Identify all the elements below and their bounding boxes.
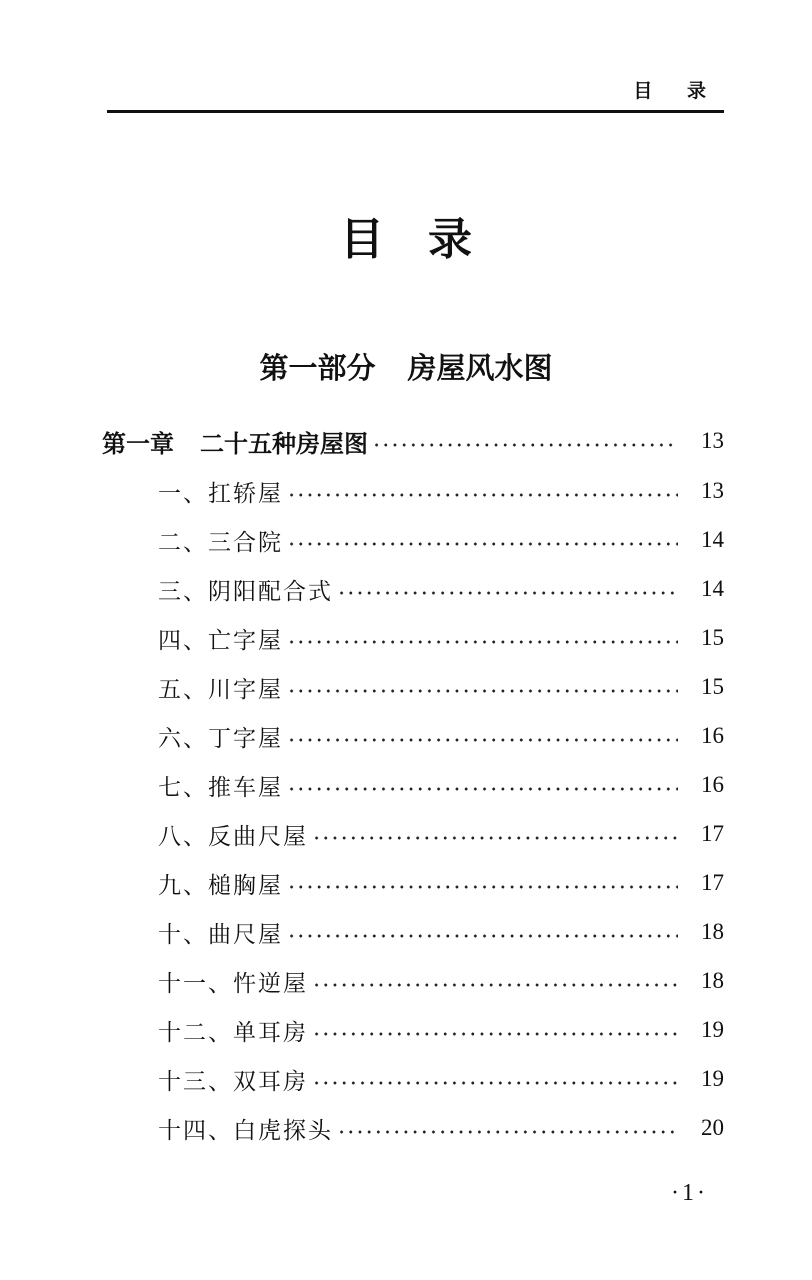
toc-entry-row[interactable] — [158, 909, 724, 955]
page-number: ·1· — [671, 1180, 708, 1206]
dot-leader — [287, 885, 678, 889]
entry-page: 15 — [701, 625, 724, 650]
toc-entry-row[interactable] — [158, 860, 724, 906]
dot-leader — [287, 542, 678, 546]
chapter-name: 二十五种房屋图 — [200, 429, 368, 458]
page-title-char-1: 目 — [340, 214, 384, 265]
dot-leader — [312, 836, 678, 840]
chapter-page: 13 — [701, 428, 724, 453]
toc-entry-row[interactable] — [158, 615, 724, 661]
dot-leader — [337, 1130, 678, 1134]
entry-label: 一、扛轿屋 — [158, 480, 283, 507]
entry-page: 14 — [701, 527, 724, 552]
part-number: 第一部分 — [259, 351, 376, 385]
entry-label: 九、槌胸屋 — [158, 872, 283, 899]
entry-page: 14 — [701, 576, 724, 601]
dot-leader — [287, 738, 678, 742]
dot-leader — [337, 591, 678, 595]
entry-label: 十四、白虎探头 — [158, 1117, 333, 1144]
entry-page: 16 — [701, 723, 724, 748]
entry-label: 七、推车屋 — [158, 774, 283, 801]
entry-label: 十、曲尺屋 — [158, 921, 283, 948]
entry-label: 十三、双耳房 — [158, 1068, 308, 1095]
dot-leader — [287, 934, 678, 938]
dot-leader — [287, 640, 678, 644]
dot-leader — [287, 689, 678, 693]
entry-label: 八、反曲尺屋 — [158, 823, 308, 850]
dot-leader — [312, 1081, 678, 1085]
entry-label: 三、阴阳配合式 — [158, 578, 333, 605]
toc-entry-row[interactable] — [158, 468, 724, 514]
toc-entry-row[interactable] — [158, 566, 724, 612]
entry-page: 18 — [701, 919, 724, 944]
entry-page: 15 — [701, 674, 724, 699]
entry-page: 13 — [701, 478, 724, 503]
part-title — [0, 344, 812, 392]
entry-page: 19 — [701, 1017, 724, 1042]
toc-entry-row[interactable] — [158, 1105, 724, 1151]
entry-label: 二、三合院 — [158, 529, 283, 556]
toc-entry-row[interactable] — [158, 517, 724, 563]
toc-chapter-row[interactable] — [102, 418, 724, 464]
entry-label: 十二、单耳房 — [158, 1019, 308, 1046]
part-name: 房屋风水图 — [407, 351, 553, 385]
entry-label: 四、亡字屋 — [158, 627, 283, 654]
header-rule — [107, 110, 724, 113]
dot-leader — [312, 983, 678, 987]
toc-entry-row[interactable] — [158, 1007, 724, 1053]
toc-entry-row[interactable] — [158, 811, 724, 857]
dot-leader — [312, 1032, 678, 1036]
entry-label: 六、丁字屋 — [158, 725, 283, 752]
dot-leader — [287, 787, 678, 791]
chapter-number: 第一章 — [102, 429, 174, 458]
toc-entry-row[interactable] — [158, 713, 724, 759]
toc-entry-row[interactable] — [158, 1056, 724, 1102]
running-header: 目 录 — [633, 80, 720, 102]
chapter-label — [102, 424, 368, 459]
entry-label: 十一、忤逆屋 — [158, 970, 308, 997]
entry-page: 17 — [701, 870, 724, 895]
toc-entry-row[interactable] — [158, 664, 724, 710]
toc-entry-row[interactable] — [158, 762, 724, 808]
page-title — [0, 210, 812, 270]
entry-page: 20 — [701, 1115, 724, 1140]
entry-page: 18 — [701, 968, 724, 993]
entry-page: 19 — [701, 1066, 724, 1091]
dot-leader — [372, 443, 678, 447]
entry-page: 16 — [701, 772, 724, 797]
page-title-char-2: 录 — [428, 214, 472, 265]
entry-page: 17 — [701, 821, 724, 846]
dot-leader — [287, 493, 678, 497]
entry-label: 五、川字屋 — [158, 676, 283, 703]
toc-entry-row[interactable] — [158, 958, 724, 1004]
